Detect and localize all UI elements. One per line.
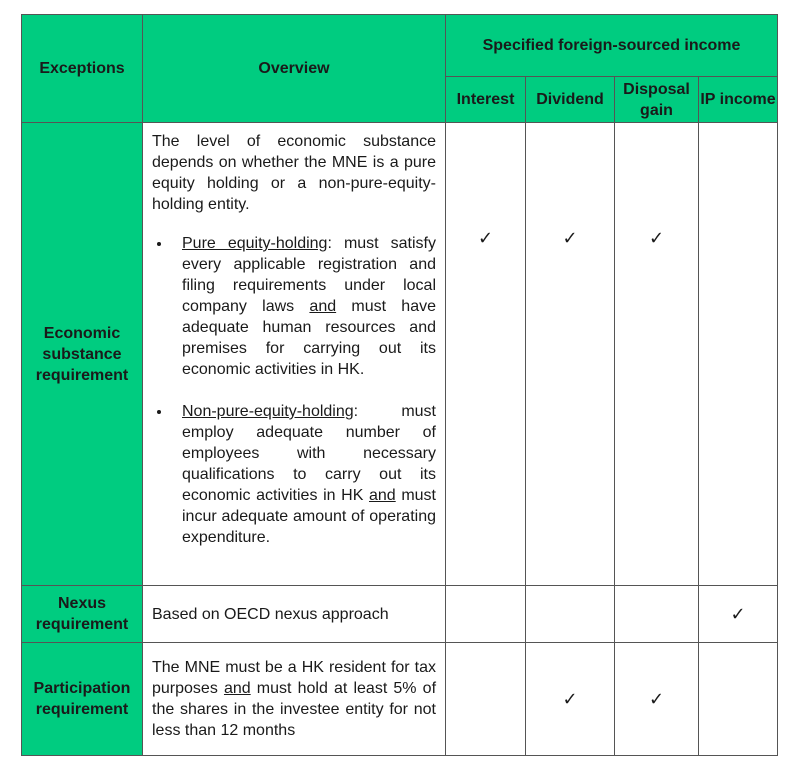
term-pure-equity-holding: Pure equity-holding xyxy=(182,235,328,252)
check-icon: ✓ xyxy=(477,227,494,248)
check-icon: ✓ xyxy=(648,688,665,709)
economic-bullet-list xyxy=(152,233,436,548)
label-economic-substance: Economic substance requirement xyxy=(22,123,143,586)
label-nexus: Nexus requirement xyxy=(22,586,143,643)
row-nexus xyxy=(22,586,778,643)
exceptions-table xyxy=(21,14,778,756)
check-icon: ✓ xyxy=(562,688,578,709)
bullet-non-pure-equity-holding: • Non-pure-equity-holding: must employ adequate number of employees with necessary qualifications to carry out its economic activities in HK and must incur adequate amount of operating expenditure. xyxy=(172,401,436,548)
header-overview: Overview xyxy=(143,15,446,123)
bullet-pure-equity-holding: • Pure equity-holding: must satisfy every applicable registration and filing requirements under local company laws and must have adequate human resources and premises for carrying out its economic activities in HK. xyxy=(172,233,436,380)
check-icon: ✓ xyxy=(562,227,578,248)
check-icon: ✓ xyxy=(730,603,746,624)
overview-economic-substance xyxy=(143,123,446,586)
label-participation: Participation requirement xyxy=(22,643,143,756)
row-participation xyxy=(22,643,778,756)
check-icon: ✓ xyxy=(648,227,665,248)
term-non-pure-equity-holding: Non-pure-equity-holding xyxy=(182,403,354,420)
header-dividend: Dividend xyxy=(526,77,615,123)
row-economic-substance xyxy=(22,123,778,586)
overview-nexus: Based on OECD nexus approach xyxy=(143,586,446,643)
header-specified-income: Specified foreign-sourced income xyxy=(446,15,778,77)
header-disposal-gain: Disposal gain xyxy=(615,77,699,123)
header-ip-income: IP income xyxy=(699,77,778,123)
header-interest: Interest xyxy=(446,77,526,123)
header-exceptions: Exceptions xyxy=(22,15,143,123)
economic-intro: The level of economic substance depends on whether the MNE is a pure equity holding or a non-pure-equity-holding entity. xyxy=(152,133,436,213)
overview-participation: The MNE must be a HK resident for tax purposes and must hold at least 5% of the shares in the investee entity for not less than 12 months xyxy=(143,643,446,756)
